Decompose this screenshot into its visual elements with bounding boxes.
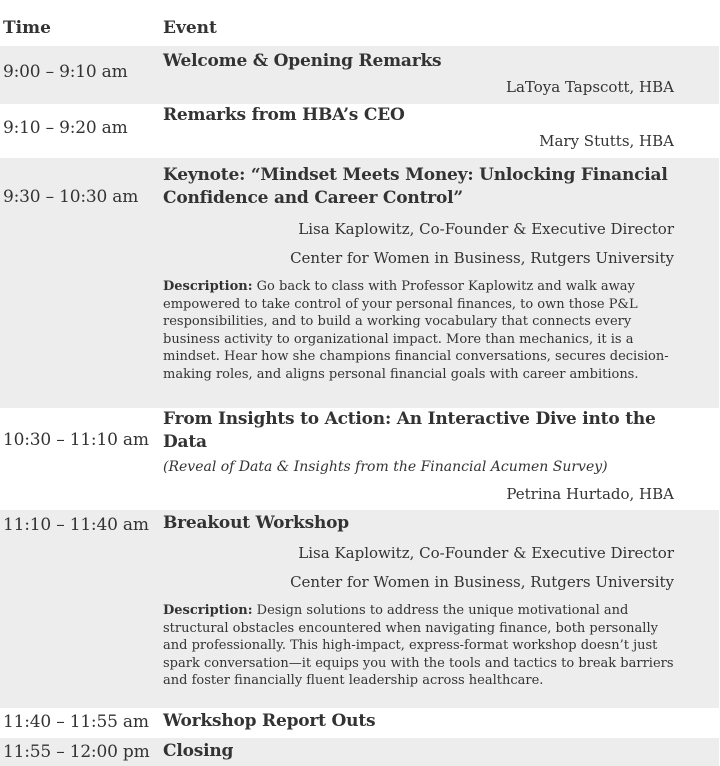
agenda-row [0,158,719,408]
session-time: 9:30 – 10:30 am [3,187,139,207]
session-speaker: LaToya Tapscott, HBA [505,78,674,96]
agenda-row [0,104,719,158]
agenda-row [0,738,719,766]
description-text: Go back to class with Professor Kaplowitz and walk away empowered to take control of your personal finances, to own those P&L responsibilities, and to build a working vocabulary that connects every business activity to organizational impact. More than mechanics, it is a mindset. Hear how she champions financial conversations, secures decision-making roles, and aligns personal financial goals with career ambitions. [163,279,669,382]
agenda-row [0,708,719,738]
session-speaker: Lisa Kaplowitz, Co-Founder & Executive Director [298,544,674,562]
session-title: Remarks from HBA’s CEO [163,105,405,125]
session-speaker: Petrina Hurtado, HBA [506,485,674,503]
session-description [163,602,675,690]
description-label: Description: [163,279,253,294]
agenda-header [0,0,720,46]
session-time: 10:30 – 11:10 am [3,430,149,450]
session-title: Closing [163,741,234,761]
event-column-header: Event [163,18,217,38]
session-subtitle: (Reveal of Data & Insights from the Financial Acumen Survey) [163,459,608,475]
description-label: Description: [163,603,253,618]
session-speaker-affiliation: Center for Women in Business, Rutgers University [290,573,674,591]
session-title: Keynote: “Mindset Meets Money: Unlocking Financial Confidence and Career Control” [163,165,668,208]
agenda-row [0,408,719,510]
agenda-row [0,510,719,708]
session-time: 9:10 – 9:20 am [3,118,128,138]
session-speaker-affiliation: Center for Women in Business, Rutgers University [290,249,674,267]
session-time: 9:00 – 9:10 am [3,62,128,82]
time-column-header: Time [3,18,51,38]
session-speaker: Lisa Kaplowitz, Co-Founder & Executive Director [298,220,674,238]
session-speaker: Mary Stutts, HBA [539,132,674,150]
session-description [163,278,675,384]
session-title: From Insights to Action: An Interactive Dive into the Data [163,409,656,452]
session-time: 11:55 – 12:00 pm [3,742,150,762]
session-time: 11:40 – 11:55 am [3,712,149,732]
session-title: Breakout Workshop [163,513,349,533]
agenda-row [0,46,719,104]
session-title: Workshop Report Outs [163,711,376,731]
session-title: Welcome & Opening Remarks [163,51,442,71]
description-text: Design solutions to address the unique motivational and structural obstacles encountered when navigating finance, both personally and professionally. This high-impact, express-format workshop doesn’t just spark conversation—it equips you with the tools and tactics to break barriers and foster financially fluent leadership across healthcare. [163,603,674,689]
session-time: 11:10 – 11:40 am [3,515,149,535]
